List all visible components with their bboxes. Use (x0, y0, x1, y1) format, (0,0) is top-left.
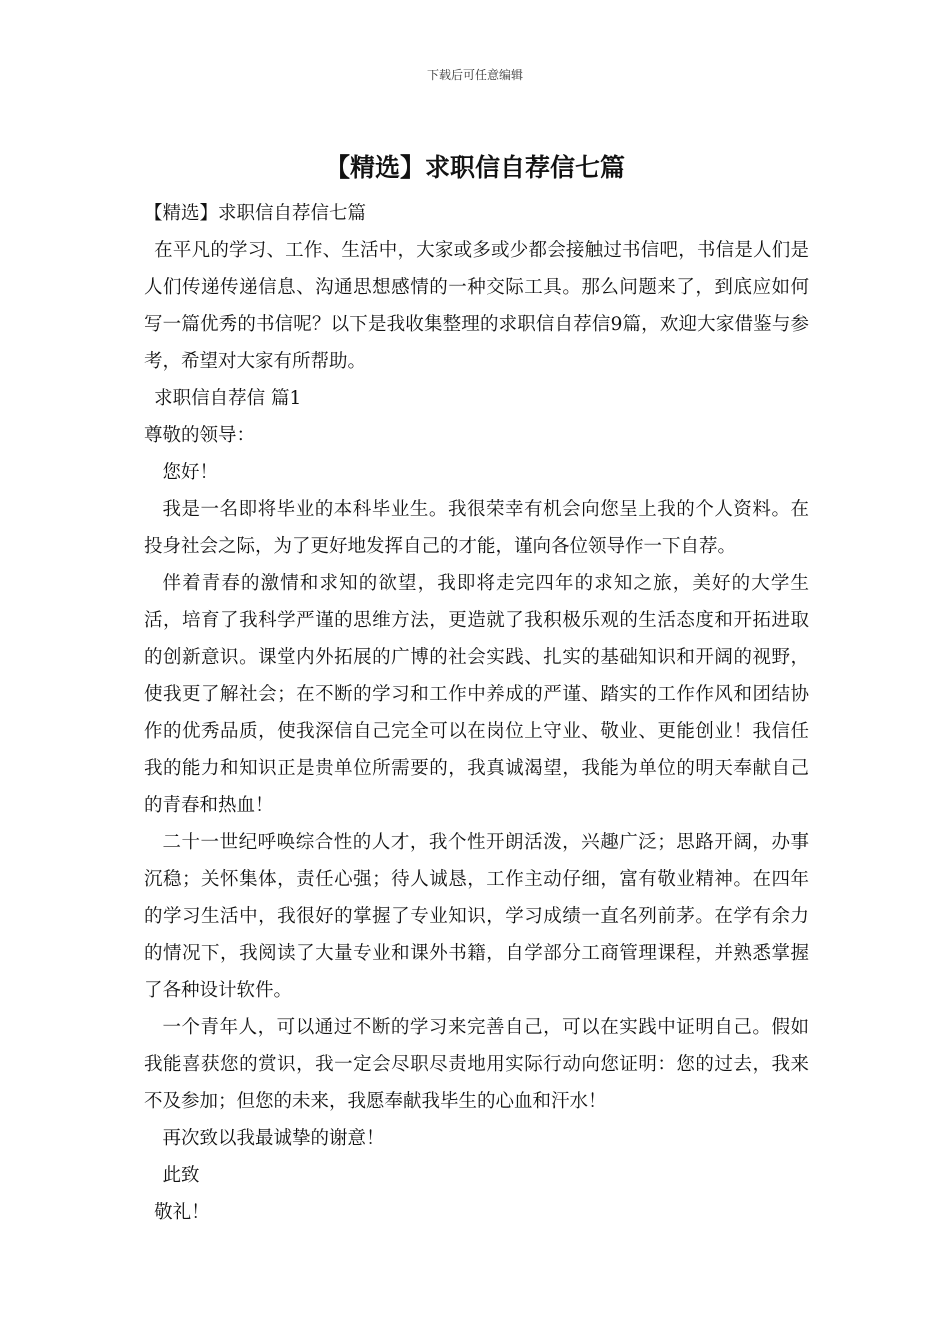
letter-paragraph: 我是一名即将毕业的本科毕业生。我很荣幸有机会向您呈上我的个人资料。在投身社会之际，为了更好地发挥自己的才能，谨向各位领导作一下自荐。 (144, 499, 809, 557)
salutation: 尊敬的领导： (144, 425, 256, 446)
page-title: 【精选】求职信自荐信七篇 (324, 153, 625, 182)
intro-paragraph: 在平凡的学习、工作、生活中，大家或多或少都会接触过书信吧，书信是人们是人们传递传递信息、沟通思想感情的一种交际工具。那么问题来了，到底应如何写一篇优秀的书信呢？以下是我收集整理的求职信自荐信9篇，欢迎大家借鉴与参考，希望对大家有所帮助。 (144, 240, 809, 372)
header-note: 下载后可任意编辑 (426, 68, 523, 82)
document-body (144, 195, 809, 1231)
thanks-line: 再次致以我最诚挚的谢意！ (162, 1128, 385, 1149)
section-heading: 求职信自荐信 篇1 (154, 388, 302, 409)
subtitle-line: 【精选】求职信自荐信七篇 (144, 203, 367, 224)
letter-paragraph: 一个青年人，可以通过不断的学习来完善自己，可以在实践中证明自己。假如我能喜获您的赏识，我一定会尽职尽责地用实际行动向您证明：您的过去，我来不及参加；但您的未来，我愿奉献我毕生的心血和汗水！ (144, 1017, 809, 1112)
letter-paragraph: 伴着青春的激情和求知的欲望，我即将走完四年的求知之旅，美好的大学生活，培育了我科学严谨的思维方法，更造就了我积极乐观的生活态度和开拓进取的创新意识。课堂内外拓展的广博的社会实践、扎实的基础知识和开阔的视野，使我更了解社会；在不断的学习和工作中养成的严谨、踏实的工作作风和团结协作的优秀品质，使我深信自己完全可以在岗位上守业、敬业、更能创业！我信任我的能力和知识正是贵单位所需要的，我真诚渴望，我能为单位的明天奉献自己的青春和热血！ (144, 573, 809, 816)
closing-salute: 敬礼！ (154, 1202, 210, 1223)
letter-paragraph: 二十一世纪呼唤综合性的人才，我个性开朗活泼，兴趣广泛；思路开阔，办事沉稳；关怀集体，责任心强；待人诚恳，工作主动仔细，富有敬业精神。在四年的学习生活中，我很好的掌握了专业知识，学习成绩一直名列前茅。在学有余力的情况下，我阅读了大量专业和课外书籍，自学部分工商管理课程，并熟悉掌握了各种设计软件。 (144, 832, 809, 1001)
greeting: 您好！ (162, 462, 219, 483)
closing-line: 此致 (162, 1165, 200, 1186)
